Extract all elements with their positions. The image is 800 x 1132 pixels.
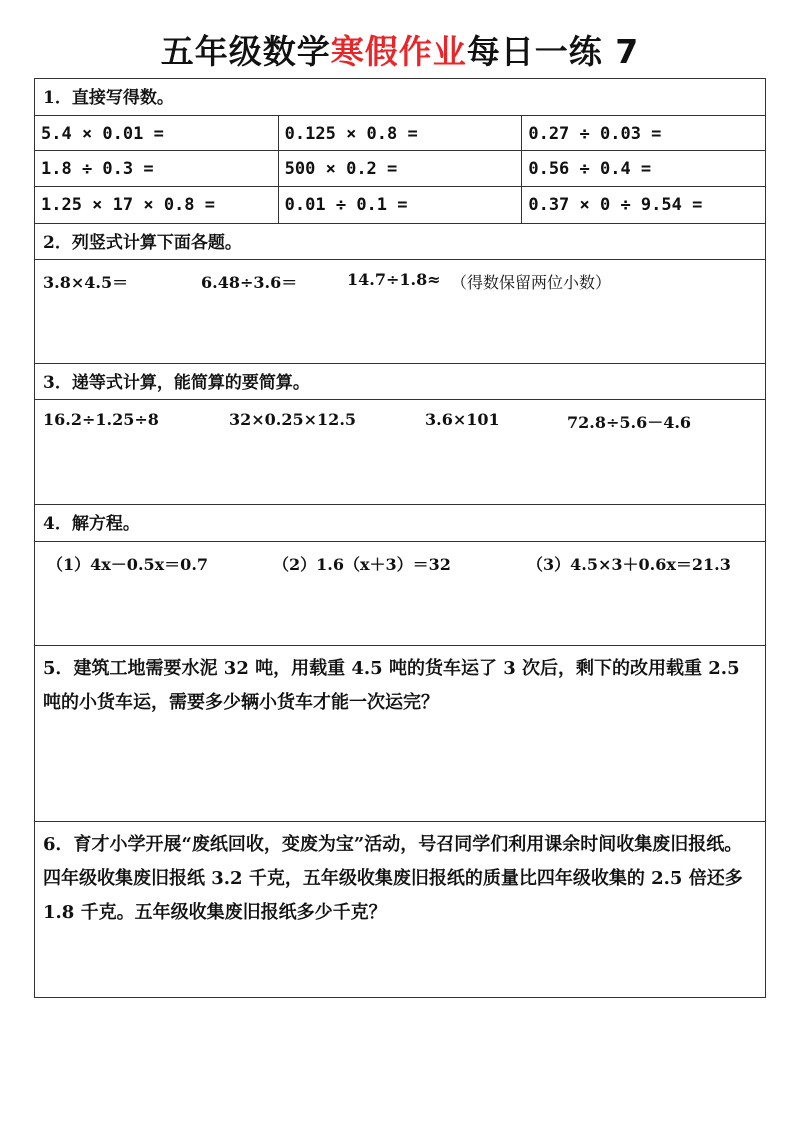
oral-calc-item: 500 × 0.2 = xyxy=(279,151,523,186)
section-3-heading: 3．递等式计算，能简算的要简算。 xyxy=(43,373,310,393)
section-6-area xyxy=(35,822,765,997)
oral-calc-item: 0.27 ÷ 0.03 = xyxy=(528,124,662,144)
section-1-heading: 1．直接写得数。 xyxy=(43,88,174,108)
vertical-calc-item: 14.7÷1.8≈ xyxy=(347,270,441,289)
title-part-2: 每日一练 7 xyxy=(466,32,640,71)
section-4-work-area xyxy=(35,542,765,646)
vertical-calc-item: 6.48÷3.6＝ xyxy=(201,273,298,292)
stepwise-calc-item: 16.2÷1.25÷8 xyxy=(43,410,159,429)
stepwise-calc-item: 72.8÷5.6－4.6 xyxy=(567,413,692,432)
page-title xyxy=(0,26,800,73)
oral-calc-row-2 xyxy=(35,151,765,187)
section-1-heading-row xyxy=(35,79,765,116)
word-problem-5: 5．建筑工地需要水泥 32 吨，用载重 4.5 吨的货车运了 3 次后，剩下的改用载重 2.5 吨的小货车运，需要多少辆小货车才能一次运完？ xyxy=(43,658,740,713)
oral-calc-item: 1.8 ÷ 0.3 = xyxy=(35,151,279,186)
section-2-heading-row xyxy=(35,224,765,260)
oral-calc-item: 5.4 × 0.01 = xyxy=(35,116,279,150)
stepwise-calc-item: 3.6×101 xyxy=(425,410,500,429)
section-2-heading: 2．列竖式计算下面各题。 xyxy=(43,233,242,253)
section-4-heading: 4．解方程。 xyxy=(43,514,140,534)
section-3-heading-row xyxy=(35,364,765,400)
rounding-note: （得数保留两位小数） xyxy=(451,273,612,292)
oral-calc-item: 0.125 × 0.8 = xyxy=(279,116,523,150)
oral-calc-item: 0.37 × 0 ÷ 9.54 = xyxy=(528,195,703,215)
title-part-1: 五年级数学 xyxy=(160,32,331,71)
section-4-heading-row xyxy=(35,505,765,542)
vertical-calc-item: 3.8×4.5＝ xyxy=(43,273,129,292)
equation-item: （3）4.5×3＋0.6x＝21.3 xyxy=(527,555,731,574)
stepwise-calc-item: 32×0.25×12.5 xyxy=(229,410,357,429)
title-highlight: 寒假作业 xyxy=(330,32,467,71)
section-2-work-area xyxy=(35,260,765,364)
oral-calc-item: 1.25 × 17 × 0.8 = xyxy=(35,187,279,223)
section-3-work-area xyxy=(35,400,765,505)
section-5-area xyxy=(35,646,765,822)
oral-calc-row-1 xyxy=(35,116,765,151)
oral-calc-item: 0.56 ÷ 0.4 = xyxy=(528,159,652,179)
equation-item: （1）4x－0.5x＝0.7 xyxy=(47,555,209,574)
oral-calc-row-3 xyxy=(35,187,765,224)
equation-item: （2）1.6（x＋3）＝32 xyxy=(273,555,451,574)
oral-calc-item: 0.01 ÷ 0.1 = xyxy=(279,187,523,223)
worksheet xyxy=(34,78,766,998)
word-problem-6: 6．育才小学开展“废纸回收，变废为宝”活动，号召同学们利用课余时间收集废旧报纸。四年级收集废旧报纸 3.2 千克，五年级收集废旧报纸的质量比四年级收集的 2.5 倍还多 1.8 千克。五年级收集废旧报纸多少千克？ xyxy=(43,834,743,923)
